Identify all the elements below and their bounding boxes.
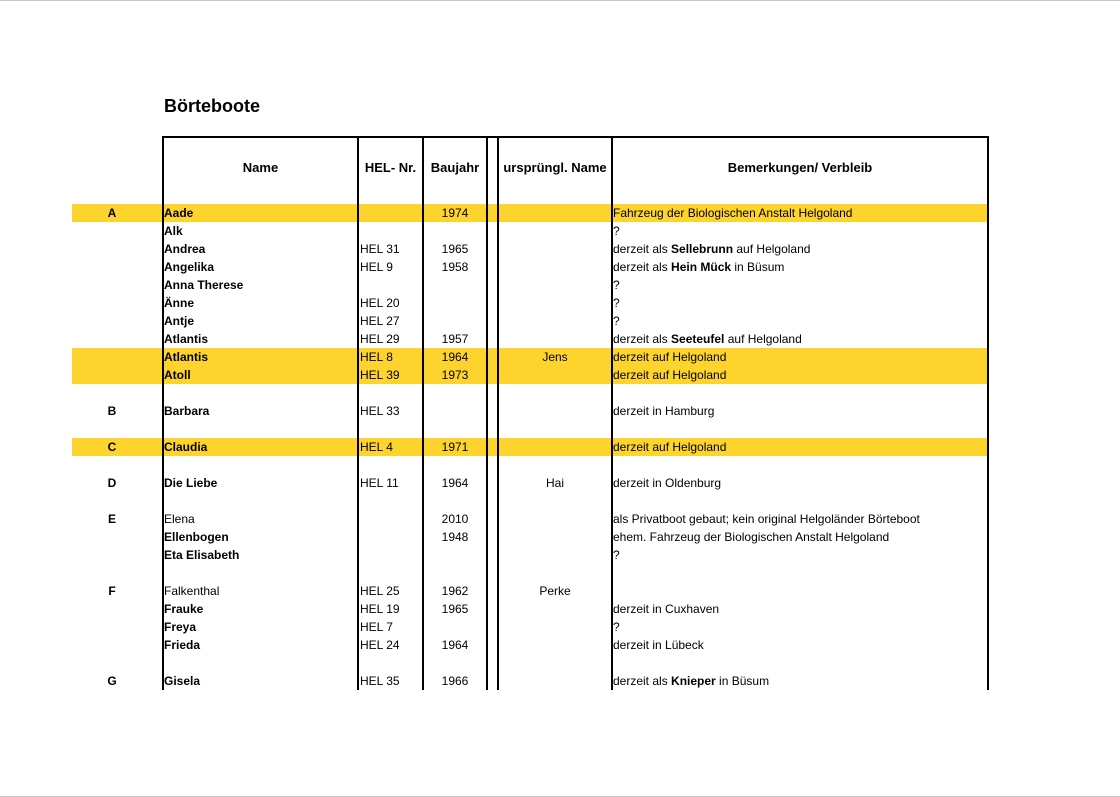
cell-year: 1973 bbox=[441, 368, 469, 382]
remark-text: ? bbox=[613, 314, 620, 328]
table-row bbox=[72, 510, 987, 528]
table-row bbox=[72, 618, 987, 636]
table-row bbox=[72, 204, 987, 222]
remark-text: derzeit auf Helgoland bbox=[613, 368, 727, 382]
cell-remarks bbox=[613, 510, 920, 528]
cell-year: 1957 bbox=[441, 332, 469, 346]
remark-text: derzeit in Hamburg bbox=[613, 404, 715, 418]
remark-text: auf Helgoland bbox=[724, 332, 802, 346]
cell-name: Gisela bbox=[164, 674, 201, 688]
remark-text: auf Helgoland bbox=[733, 242, 811, 256]
cell-remarks bbox=[613, 672, 769, 690]
table-row bbox=[72, 402, 987, 420]
cell-name: Aade bbox=[164, 206, 194, 220]
table-spacer-row bbox=[72, 564, 987, 582]
cell-hel-nr: HEL 9 bbox=[360, 260, 393, 274]
remark-boat-name: Knieper bbox=[671, 674, 716, 688]
cell-original-name: Jens bbox=[542, 350, 568, 364]
table-row bbox=[72, 222, 987, 240]
remark-boat-name: Seeteufel bbox=[671, 332, 725, 346]
cell-year: 1964 bbox=[441, 350, 469, 364]
cell-index-letter: E bbox=[107, 512, 116, 526]
cell-hel-nr: HEL 39 bbox=[360, 368, 400, 382]
cell-hel-nr: HEL 27 bbox=[360, 314, 400, 328]
table-row bbox=[72, 636, 987, 654]
table-row bbox=[72, 348, 987, 366]
cell-index-letter: G bbox=[107, 674, 117, 688]
cell-name: Andrea bbox=[164, 242, 206, 256]
table-row bbox=[72, 240, 987, 258]
cell-name: Frieda bbox=[164, 638, 201, 652]
remark-text: derzeit auf Helgoland bbox=[613, 350, 727, 364]
table-top-rule bbox=[162, 136, 988, 138]
table-rule-orig-remarks bbox=[611, 136, 613, 690]
table-row bbox=[72, 600, 987, 618]
cell-remarks bbox=[613, 276, 620, 294]
remark-text: derzeit in Lübeck bbox=[613, 638, 704, 652]
cell-remarks bbox=[613, 312, 620, 330]
remark-boat-name: Hein Mück bbox=[671, 260, 732, 274]
cell-year: 1964 bbox=[441, 476, 469, 490]
cell-remarks bbox=[613, 546, 620, 564]
cell-year: 1964 bbox=[441, 638, 469, 652]
cell-hel-nr: HEL 35 bbox=[360, 674, 400, 688]
cell-index-letter: B bbox=[107, 404, 117, 418]
cell-name: Ellenbogen bbox=[164, 530, 229, 544]
table-rule-left bbox=[162, 136, 164, 690]
table-spacer-row bbox=[72, 384, 987, 402]
cell-index-letter: C bbox=[107, 440, 117, 454]
remark-text: ? bbox=[613, 224, 620, 238]
remark-text: ? bbox=[613, 296, 620, 310]
remark-text: ? bbox=[613, 620, 620, 634]
cell-year: 1962 bbox=[441, 584, 469, 598]
table-row bbox=[72, 366, 987, 384]
cell-original-name: Perke bbox=[539, 584, 571, 598]
cell-name: Angelika bbox=[164, 260, 215, 274]
cell-remarks bbox=[613, 600, 719, 618]
cell-hel-nr: HEL 20 bbox=[360, 296, 400, 310]
remark-text: derzeit als bbox=[613, 260, 672, 274]
table-row bbox=[72, 258, 987, 276]
cell-remarks bbox=[613, 366, 726, 384]
cell-remarks bbox=[613, 204, 852, 222]
cell-index-letter: F bbox=[108, 584, 116, 598]
cell-hel-nr: HEL 24 bbox=[360, 638, 400, 652]
cell-name: Elena bbox=[164, 512, 195, 526]
cell-hel-nr: HEL 31 bbox=[360, 242, 400, 256]
cell-hel-nr: HEL 25 bbox=[360, 584, 400, 598]
header-year: Baujahr bbox=[430, 160, 480, 175]
cell-year: 1971 bbox=[441, 440, 469, 454]
cell-name: Falkenthal bbox=[164, 584, 220, 598]
remark-text: derzeit auf Helgoland bbox=[613, 440, 727, 454]
cell-hel-nr: HEL 8 bbox=[360, 350, 393, 364]
table-row bbox=[72, 546, 987, 564]
cell-name: Antje bbox=[164, 314, 194, 328]
table-rule-name-hel bbox=[357, 136, 359, 690]
cell-hel-nr: HEL 7 bbox=[360, 620, 393, 634]
cell-remarks bbox=[613, 636, 704, 654]
remark-text: derzeit als bbox=[613, 242, 672, 256]
cell-index-letter: D bbox=[107, 476, 117, 490]
table-row bbox=[72, 528, 987, 546]
cell-name: Atlantis bbox=[164, 332, 209, 346]
table-rule-right bbox=[987, 136, 989, 690]
table-spacer-row bbox=[72, 456, 987, 474]
table-row bbox=[72, 438, 987, 456]
cell-hel-nr: HEL 4 bbox=[360, 440, 393, 454]
cell-year: 1958 bbox=[441, 260, 469, 274]
remark-text: derzeit als bbox=[613, 332, 672, 346]
cell-hel-nr: HEL 11 bbox=[360, 476, 399, 490]
cell-hel-nr: HEL 33 bbox=[360, 404, 400, 418]
cell-name: Atoll bbox=[164, 368, 191, 382]
header-original-name: ursprüngl. Name bbox=[503, 160, 607, 175]
table-row bbox=[72, 330, 987, 348]
remark-text: als Privatboot gebaut; kein original Helgoländer Börteboot bbox=[613, 512, 920, 526]
cell-name: Barbara bbox=[164, 404, 210, 418]
table-row bbox=[72, 672, 987, 690]
cell-hel-nr: HEL 29 bbox=[360, 332, 400, 346]
cell-remarks bbox=[613, 348, 726, 366]
table-spacer-row bbox=[72, 492, 987, 510]
cell-name: Alk bbox=[164, 224, 183, 238]
table-spacer-row bbox=[72, 654, 987, 672]
remark-text: ? bbox=[613, 278, 620, 292]
table-row bbox=[72, 276, 987, 294]
table-row bbox=[72, 474, 987, 492]
header-remarks: Bemerkungen/ Verbleib bbox=[727, 160, 873, 175]
table-rule-hel-year bbox=[422, 136, 424, 690]
table-row bbox=[72, 294, 987, 312]
cell-name: Claudia bbox=[164, 440, 208, 454]
remark-text: derzeit in Cuxhaven bbox=[613, 602, 720, 616]
header-hel-nr: HEL- Nr. bbox=[364, 160, 417, 175]
cell-remarks bbox=[613, 222, 620, 240]
cell-year: 1965 bbox=[441, 602, 469, 616]
cell-year: 2010 bbox=[441, 512, 469, 526]
cell-name: Änne bbox=[164, 296, 194, 310]
cell-hel-nr: HEL 19 bbox=[360, 602, 400, 616]
cell-remarks bbox=[613, 474, 721, 492]
remark-text: in Büsum bbox=[715, 674, 770, 688]
remark-text: in Büsum bbox=[731, 260, 785, 274]
cell-remarks bbox=[613, 330, 802, 348]
cell-year: 1966 bbox=[441, 674, 469, 688]
cell-remarks bbox=[613, 438, 726, 456]
cell-year: 1965 bbox=[441, 242, 469, 256]
page-title: Börteboote bbox=[164, 96, 260, 116]
remark-text: ehem. Fahrzeug der Biologischen Anstalt Helgoland bbox=[613, 530, 890, 544]
cell-remarks bbox=[613, 528, 889, 546]
cell-remarks bbox=[613, 402, 714, 420]
cell-remarks bbox=[613, 618, 620, 636]
cell-year: 1974 bbox=[441, 206, 469, 220]
cell-name: Eta Elisabeth bbox=[164, 548, 240, 562]
remark-text: Fahrzeug der Biologischen Anstalt Helgoland bbox=[613, 206, 853, 220]
remark-text: derzeit in Oldenburg bbox=[613, 476, 722, 490]
cell-name: Freya bbox=[164, 620, 197, 634]
table-row bbox=[72, 312, 987, 330]
cell-remarks bbox=[613, 258, 784, 276]
cell-name: Die Liebe bbox=[164, 476, 218, 490]
remark-boat-name: Sellebrunn bbox=[671, 242, 734, 256]
cell-year: 1948 bbox=[441, 530, 469, 544]
cell-remarks bbox=[613, 240, 810, 258]
cell-name: Atlantis bbox=[164, 350, 209, 364]
cell-index-letter: A bbox=[107, 206, 117, 220]
remark-text: ? bbox=[613, 548, 620, 562]
cell-remarks bbox=[613, 294, 620, 312]
table-rule-year-a bbox=[486, 136, 488, 690]
cell-name: Anna Therese bbox=[164, 278, 244, 292]
header-name: Name bbox=[242, 160, 279, 175]
table-row bbox=[72, 582, 987, 600]
table-spacer-row bbox=[72, 420, 987, 438]
cell-original-name: Hai bbox=[545, 476, 564, 490]
cell-name: Frauke bbox=[164, 602, 204, 616]
table-rule-year-b bbox=[497, 136, 499, 690]
remark-text: derzeit als bbox=[613, 674, 672, 688]
